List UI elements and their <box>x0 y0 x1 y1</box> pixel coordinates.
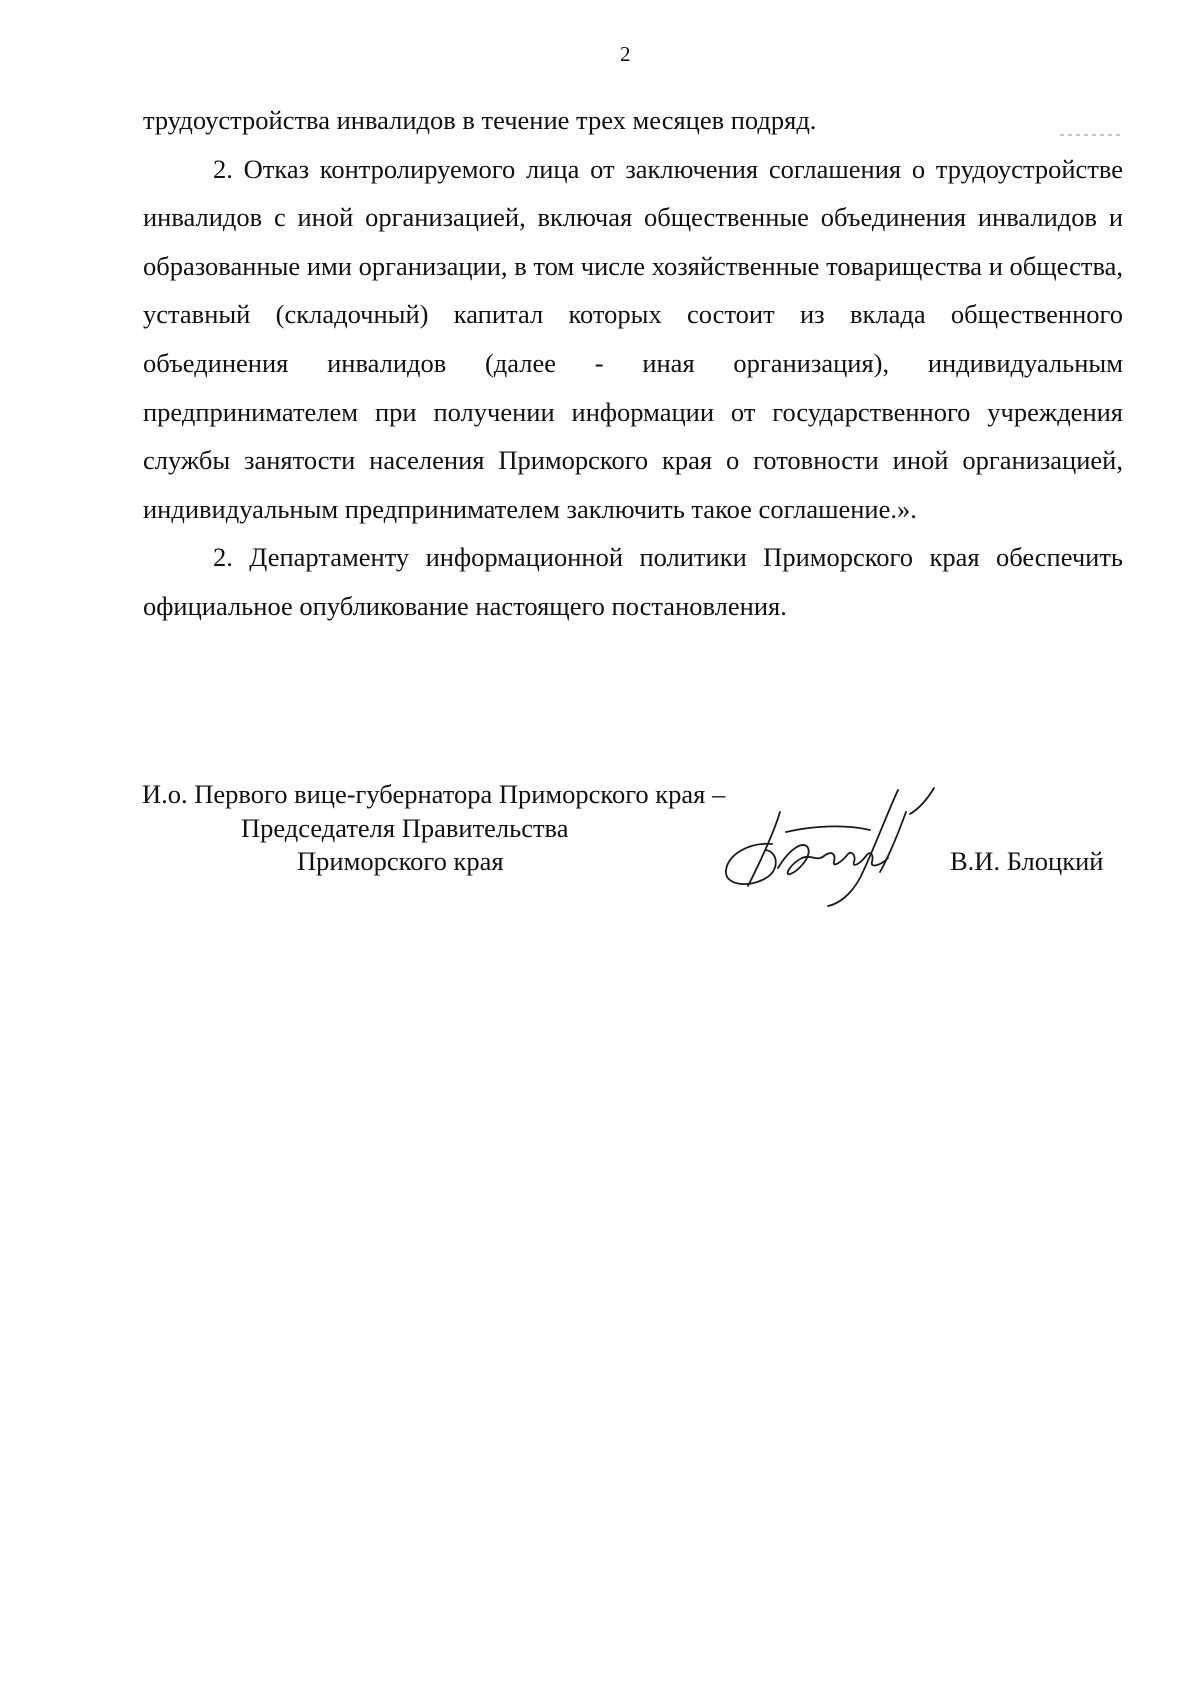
paragraph-item-2-refusal: 2. Отказ контролируемого лица от заключения соглашения о трудоустройстве инвалидов с иной организацией, включая общественные объединения инвалидов и образованные ими организации, в том числе хозяйственные товарищества и общества, уставный (складочный) капитал которых состоит из вклада общественного объединения инвалидов (далее - иная организация), индивидуальным предпринимателем при получении информации от государственного учреждения службы занятости населения Приморского края о готовности иной организацией, индивидуальным предпринимателем заключить такое соглашение.». <box>143 153 1123 524</box>
handwritten-signature <box>720 782 940 907</box>
signer-title-line-1: И.о. Первого вице-губернатора Приморского края – <box>142 779 726 809</box>
signature-title-block <box>142 778 725 879</box>
paragraph-continuation: трудоустройства инвалидов в течение трех месяцев подряд. <box>143 105 817 135</box>
signer-name: В.И. Блоцкий <box>950 846 1104 876</box>
paragraph-item-2-publication: 2. Департаменту информационной политики Приморского края обеспечить официальное опубликование настоящего постановления. <box>143 542 1123 621</box>
signer-title-line-3: Приморского края <box>297 846 504 876</box>
signer-title-line-2: Председателя Правительства <box>241 812 569 843</box>
page-number: 2 <box>620 42 631 66</box>
document-body <box>143 96 1123 631</box>
